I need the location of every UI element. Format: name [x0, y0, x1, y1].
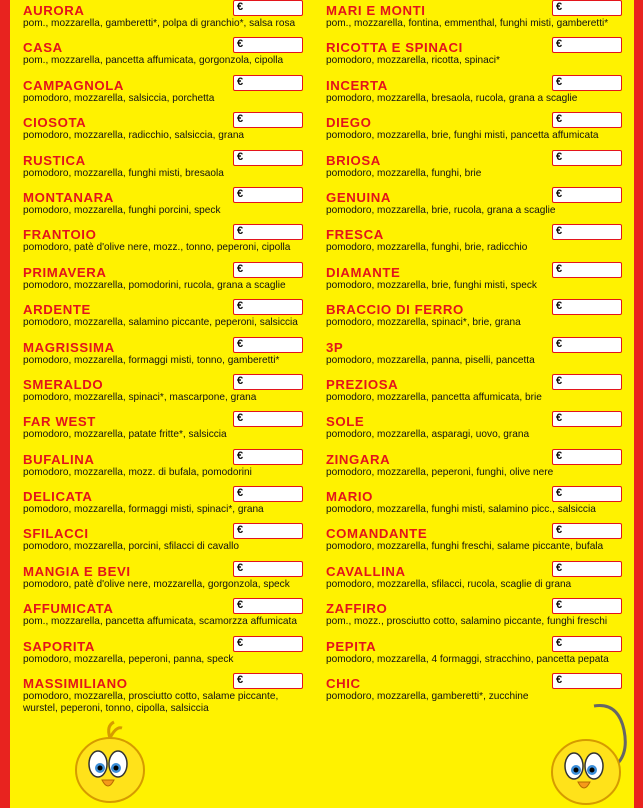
pizza-name: BUFALINA: [23, 451, 95, 467]
pizza-name: AFFUMICATA: [23, 601, 114, 617]
pizza-name: MANGIA E BEVI: [23, 563, 131, 579]
pizza-name: DELICATA: [23, 489, 93, 505]
menu-item: [326, 224, 626, 261]
pizza-name: PRIMAVERA: [23, 264, 107, 280]
pizza-ingredients: pomodoro, mozzarella, porcini, sfilacci di cavallo: [23, 541, 239, 553]
menu-item: [23, 598, 313, 635]
price-box: €: [552, 224, 622, 240]
menu-item: [23, 486, 313, 523]
price-box: €: [552, 0, 622, 16]
price-box: €: [233, 673, 303, 689]
price-box: €: [233, 187, 303, 203]
menu-item: [326, 636, 626, 673]
menu-item: [23, 411, 313, 448]
menu-item: [326, 262, 626, 299]
price-box: €: [233, 0, 303, 16]
pizza-ingredients: pomodoro, mozzarella, brie, rucola, grana a scaglie: [326, 204, 556, 216]
pizza-ingredients: pomodoro, mozzarella, patate fritte*, salsiccia: [23, 429, 227, 441]
pizza-ingredients: pomodoro, mozzarella, pancetta affumicata, brie: [326, 391, 542, 403]
pizza-ingredients: pomodoro, mozzarella, formaggi misti, spinaci*, grana: [23, 504, 264, 516]
pizza-ingredients: pomodoro, mozzarella, mozz. di bufala, pomodorini: [23, 466, 252, 478]
price-box: €: [552, 449, 622, 465]
pizza-name: RICOTTA E SPINACI: [326, 40, 463, 56]
price-box: €: [552, 374, 622, 390]
menu-column-left: [23, 0, 313, 721]
pizza-name: 3P: [326, 339, 344, 355]
menu-item: [326, 486, 626, 523]
pizza-name: FAR WEST: [23, 414, 96, 430]
price-box: €: [233, 337, 303, 353]
price-box: €: [233, 112, 303, 128]
price-box: €: [233, 224, 303, 240]
menu-item: [326, 0, 626, 37]
pizza-ingredients: pomodoro, mozzarella, asparagi, uovo, grana: [326, 429, 530, 441]
pizza-name: COMANDANTE: [326, 526, 428, 542]
menu-item: [326, 112, 626, 149]
pizza-ingredients: pom., mozzarella, pancetta affumicata, gorgonzola, cipolla: [23, 55, 284, 67]
menu-item: [326, 449, 626, 486]
pizza-ingredients: pomodoro, mozzarella, salsiccia, porchetta: [23, 92, 215, 104]
pizza-ingredients: pomodoro, mozzarella, spinaci*, brie, grana: [326, 317, 521, 329]
pizza-ingredients: pomodoro, patè d'olive nere, mozz., tonno, peperoni, cipolla: [23, 242, 291, 254]
price-box: €: [552, 150, 622, 166]
menu-item: [23, 449, 313, 486]
pizza-name: ARDENTE: [23, 302, 91, 318]
price-box: €: [552, 75, 622, 91]
pizza-name: BRIOSA: [326, 152, 381, 168]
menu-item: [326, 523, 626, 560]
price-box: €: [233, 374, 303, 390]
menu-item: [326, 37, 626, 74]
tweety-bird-icon: [538, 700, 634, 808]
price-box: €: [552, 262, 622, 278]
price-box: €: [233, 150, 303, 166]
pizza-name: CIOSOTA: [23, 115, 87, 131]
menu-page: [10, 0, 634, 808]
price-box: €: [552, 411, 622, 427]
pizza-ingredients: pom., mozzarella, fontina, emmenthal, funghi misti, gamberetti*: [326, 18, 609, 29]
menu-item: [23, 523, 313, 560]
pizza-ingredients-line2: wurstel, peperoni, tonno, cipolla, salsiccia: [23, 703, 209, 715]
menu-item: [23, 337, 313, 374]
menu-item: [23, 150, 313, 187]
pizza-name: GENUINA: [326, 189, 392, 205]
pizza-name: FRESCA: [326, 227, 384, 243]
price-box: €: [552, 299, 622, 315]
pizza-ingredients: pomodoro, mozzarella, sfilacci, rucola, scaglie di grana: [326, 578, 572, 590]
price-box: €: [233, 75, 303, 91]
price-box: €: [233, 486, 303, 502]
pizza-ingredients: pomodoro, mozzarella, bresaola, rucola, grana a scaglie: [326, 92, 578, 104]
pizza-ingredients: pomodoro, mozzarella, formaggi misti, tonno, gamberetti*: [23, 354, 280, 366]
pizza-name: CAVALLINA: [326, 563, 406, 579]
menu-item: [326, 598, 626, 635]
price-box: €: [233, 598, 303, 614]
pizza-name: MARIO: [326, 489, 373, 505]
pizza-name: PREZIOSA: [326, 376, 399, 392]
pizza-name: SOLE: [326, 414, 365, 430]
menu-item: [326, 337, 626, 374]
tweety-bird-icon: [58, 712, 158, 808]
pizza-name: RUSTICA: [23, 152, 86, 168]
pizza-name: BRACCIO DI FERRO: [326, 302, 464, 318]
price-box: €: [552, 636, 622, 652]
menu-item: [23, 636, 313, 673]
price-box: €: [552, 37, 622, 53]
pizza-ingredients: pomodoro, mozzarella, panna, piselli, pancetta: [326, 354, 535, 366]
price-box: €: [552, 673, 622, 689]
pizza-name: SFILACCI: [23, 526, 89, 542]
price-box: €: [552, 486, 622, 502]
pizza-name: MAGRISSIMA: [23, 339, 115, 355]
price-box: €: [552, 337, 622, 353]
pizza-ingredients: pomodoro, mozzarella, funghi misti, bresaola: [23, 167, 224, 179]
menu-item: [23, 299, 313, 336]
menu-item: [23, 187, 313, 224]
menu-item: [23, 262, 313, 299]
pizza-ingredients: pomodoro, mozzarella, gamberetti*, zucchine: [326, 691, 529, 703]
pizza-ingredients: pomodoro, mozzarella, brie, funghi misti, speck: [326, 279, 537, 291]
pizza-ingredients: pomodoro, mozzarella, funghi, brie, radicchio: [326, 242, 528, 254]
price-box: €: [233, 449, 303, 465]
pizza-ingredients: pomodoro, mozzarella, pomodorini, rucola, grana a scaglie: [23, 279, 286, 291]
pizza-ingredients: pomodoro, mozzarella, funghi, brie: [326, 167, 482, 179]
pizza-name: DIAMANTE: [326, 264, 401, 280]
pizza-name: INCERTA: [326, 77, 388, 93]
menu-item: [23, 224, 313, 261]
pizza-name: MASSIMILIANO: [23, 676, 128, 692]
menu-item: [326, 411, 626, 448]
pizza-ingredients: pomodoro, mozzarella, peperoni, funghi, olive nere: [326, 466, 554, 478]
price-box: €: [233, 561, 303, 577]
pizza-ingredients: pomodoro, mozzarella, funghi misti, salamino picc., salsiccia: [326, 504, 596, 516]
price-box: €: [233, 262, 303, 278]
price-box: €: [552, 561, 622, 577]
menu-item: [326, 374, 626, 411]
pizza-ingredients: pom., mozz., prosciutto cotto, salamino piccante, funghi freschi: [326, 616, 608, 628]
menu-item: [326, 150, 626, 187]
price-box: €: [233, 299, 303, 315]
pizza-ingredients: pomodoro, mozzarella, spinaci*, mascarpone, grana: [23, 391, 257, 403]
pizza-ingredients: pomodoro, mozzarella, peperoni, panna, speck: [23, 653, 234, 665]
menu-item: [23, 561, 313, 598]
pizza-name: PEPITA: [326, 638, 377, 654]
price-box: €: [233, 636, 303, 652]
menu-item: [23, 0, 313, 37]
pizza-ingredients: pom., mozzarella, gamberetti*, polpa di granchio*, salsa rosa: [23, 18, 296, 29]
pizza-name: FRANTOIO: [23, 227, 97, 243]
menu-item: [326, 561, 626, 598]
menu-item: [23, 37, 313, 74]
pizza-name: MARI E MONTI: [326, 3, 426, 18]
pizza-name: ZAFFIRO: [326, 601, 388, 617]
pizza-ingredients: pomodoro, mozzarella, salamino piccante, peperoni, salsiccia: [23, 317, 298, 329]
pizza-ingredients: pomodoro, mozzarella, prosciutto cotto, salame piccante,: [23, 691, 279, 703]
pizza-ingredients: pomodoro, mozzarella, funghi porcini, speck: [23, 204, 221, 216]
price-box: €: [233, 523, 303, 539]
pizza-ingredients: pomodoro, mozzarella, brie, funghi misti, pancetta affumicata: [326, 130, 599, 142]
pizza-name: ZINGARA: [326, 451, 391, 467]
pizza-name: MONTANARA: [23, 189, 114, 205]
pizza-name: SMERALDO: [23, 376, 104, 392]
pizza-name: DIEGO: [326, 115, 372, 131]
price-box: €: [552, 187, 622, 203]
pizza-ingredients: pomodoro, mozzarella, funghi freschi, salame piccante, bufala: [326, 541, 604, 553]
pizza-ingredients: pomodoro, mozzarella, ricotta, spinaci*: [326, 55, 500, 67]
menu-item: [23, 374, 313, 411]
pizza-ingredients: pomodoro, mozzarella, 4 formaggi, stracchino, pancetta pepata: [326, 653, 609, 665]
menu-item: [326, 75, 626, 112]
pizza-name: AURORA: [23, 3, 85, 18]
price-box: €: [233, 37, 303, 53]
pizza-name: SAPORITA: [23, 638, 95, 654]
menu-column-right: [326, 0, 626, 710]
menu-item: [326, 299, 626, 336]
pizza-ingredients: pomodoro, mozzarella, radicchio, salsiccia, grana: [23, 130, 245, 142]
pizza-ingredients: pom., mozzarella, pancetta affumicata, scamorzza affumicata: [23, 616, 297, 628]
price-box: €: [552, 112, 622, 128]
menu-item: [326, 187, 626, 224]
price-box: €: [233, 411, 303, 427]
pizza-name: CASA: [23, 40, 63, 56]
menu-item: [23, 112, 313, 149]
price-box: €: [552, 523, 622, 539]
pizza-ingredients: pomodoro, patè d'olive nere, mozzarella, gorgonzola, speck: [23, 578, 290, 590]
price-box: €: [552, 598, 622, 614]
pizza-name: CHIC: [326, 676, 361, 692]
menu-item: [23, 75, 313, 112]
pizza-name: CAMPAGNOLA: [23, 77, 124, 93]
